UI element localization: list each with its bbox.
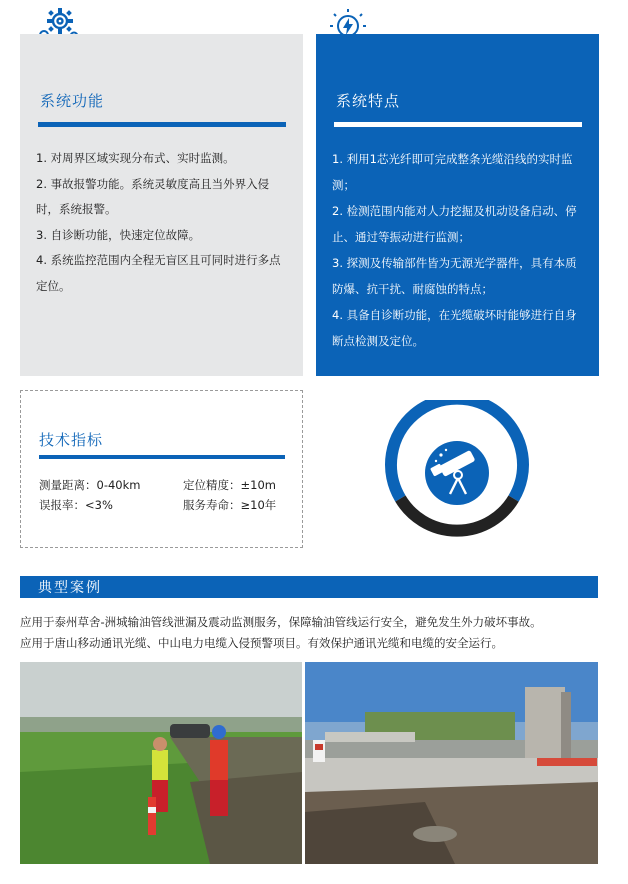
- features-list: [332, 146, 588, 354]
- functions-list: [36, 146, 290, 299]
- spec-accuracy: 定位精度：±10m: [183, 478, 276, 492]
- case-photo-field-workers: [20, 662, 302, 864]
- ring-graphic: [384, 400, 530, 546]
- list-item: 1. 利用1芯光纤即可完成整条光缆沿线的实时监测；: [332, 152, 573, 192]
- system-functions-panel: [20, 34, 303, 376]
- list-item: 1. 对周界区域实现分布式、实时监测。: [36, 151, 235, 165]
- system-features-panel: [316, 34, 599, 376]
- spec-range: 测量距离：0-40km: [39, 478, 141, 492]
- list-item: 4. 系统监控范围内全程无盲区且可同时进行多点定位。: [36, 253, 281, 293]
- list-item: 2. 检测范围内能对人力挖掘及机动设备启动、停止、通过等振动进行监测；: [332, 204, 577, 244]
- features-title: 系统特点: [336, 92, 401, 110]
- functions-title-rule: [38, 122, 286, 127]
- functions-title: 系统功能: [40, 92, 105, 110]
- tech-title-rule: [39, 455, 285, 459]
- tech-title: 技术指标: [39, 431, 104, 449]
- cases-title: 典型案例: [38, 580, 102, 596]
- case-photo-construction-site: [305, 662, 598, 864]
- case-description-1: 应用于泰州草舍-洲城输油管线泄漏及震动监测服务，保障输油管线运行安全，避免发生外力破坏事故。: [20, 615, 542, 629]
- tech-specs-panel: [20, 390, 303, 548]
- list-item: 3. 自诊断功能，快速定位故障。: [36, 227, 201, 242]
- list-item: 3. 探测及传输部件皆为无源光学器件，具有本质防爆、抗干扰、耐腐蚀的特点；: [332, 256, 577, 296]
- list-item: 2. 事故报警功能。系统灵敏度高且当外界入侵时，系统报警。: [36, 176, 270, 216]
- cases-header-bar: [20, 576, 598, 598]
- features-title-rule: [334, 122, 582, 127]
- spec-false-alarm: 误报率：<3%: [39, 498, 113, 512]
- case-description-2: 应用于唐山移动通讯光缆、中山电力电缆入侵预警项目。有效保护通讯光缆和电缆的安全运行。: [20, 636, 503, 650]
- list-item: 4. 具备自诊断功能，在光缆破坏时能够进行自身断点检测及定位。: [332, 308, 577, 348]
- spec-lifetime: 服务寿命：≥10年: [183, 498, 277, 512]
